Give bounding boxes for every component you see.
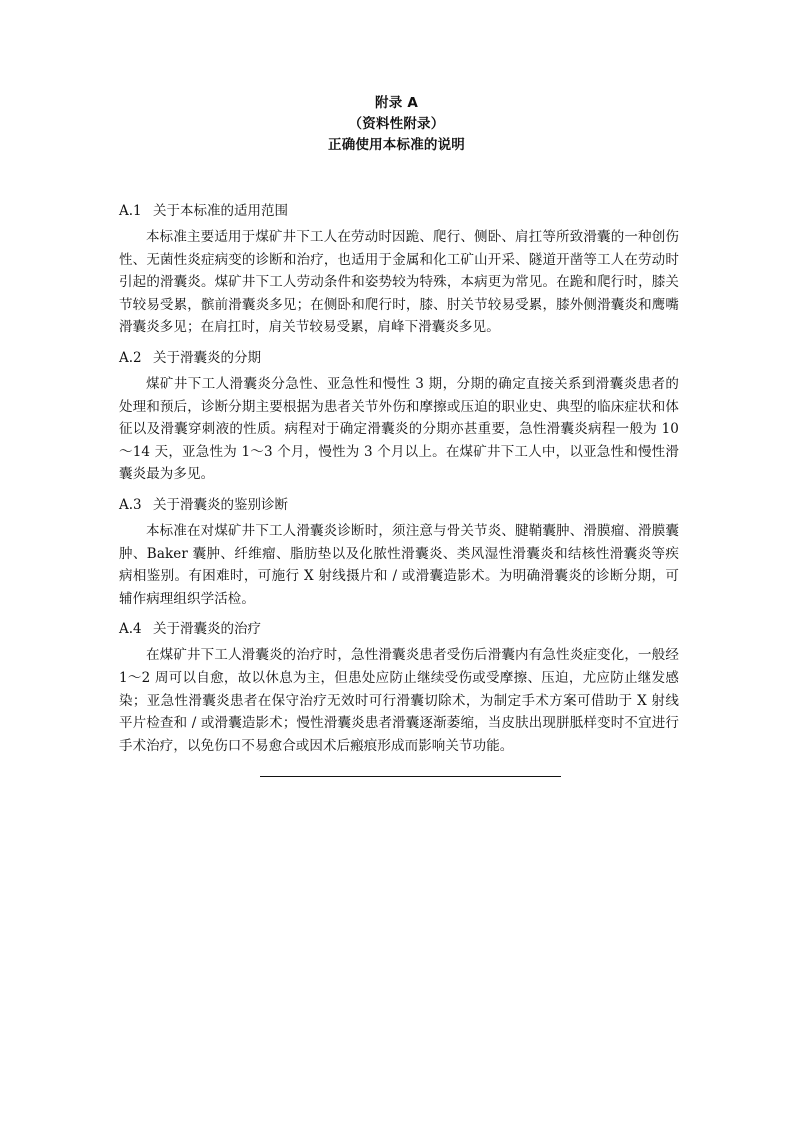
section-number: A.4 xyxy=(119,621,142,638)
section-title: 关于滑囊炎的分期 xyxy=(153,349,261,366)
section-heading xyxy=(119,618,679,640)
section-heading xyxy=(119,494,679,516)
end-rule xyxy=(260,776,561,777)
appendix-nature: （资料性附录） xyxy=(348,116,445,132)
section-a2 xyxy=(119,347,679,486)
appendix-title: 正确使用本标准的说明 xyxy=(328,137,465,153)
section-number: A.3 xyxy=(119,496,142,513)
section-paragraph: 在煤矿井下工人滑囊炎的治疗时，急性滑囊炎患者受伤后滑囊内有急性炎症变化，一般经 1～2 周可以自愈，故以休息为主，但患处应防止继续受伤或受摩擦、压迫，尤应防止继发感染；亚急性滑囊炎患者在保守治疗无效时可行滑囊切除术，为制定手术方案可借助于 X 射线平片检查和 / 或滑囊造影术；慢性滑囊炎患者滑囊逐渐萎缩，当皮肤出现胼胝样变时不宜进行手术治疗，以免伤口不易愈合或因术后瘢痕形成而影响关节功能。 xyxy=(119,647,679,754)
section-a1 xyxy=(119,200,679,339)
section-paragraph: 本标准在对煤矿井下工人滑囊炎诊断时，须注意与骨关节炎、腱鞘囊肿、滑膜瘤、滑膜囊肿、Baker 囊肿、纤维瘤、脂肪垫以及化脓性滑囊炎、类风湿性滑囊炎和结核性滑囊炎等疾病相鉴别。有困难时，可施行 X 射线摄片和 / 或滑囊造影术。为明确滑囊炎的诊断分期，可辅作病理组织学活检。 xyxy=(119,522,679,607)
section-a4 xyxy=(119,618,679,757)
section-title: 关于滑囊炎的治疗 xyxy=(153,621,261,638)
section-paragraph: 本标准主要适用于煤矿井下工人在劳动时因跪、爬行、侧卧、肩扛等所致滑囊的一种创伤性、无菌性炎症病变的诊断和治疗，也适用于金属和化工矿山开采、隧道开凿等工人在劳动时引起的滑囊炎。煤矿井下工人劳动条件和姿势较为特殊，本病更为常见。在跪和爬行时，膝关节较易受累，髌前滑囊炎多见；在侧卧和爬行时，膝、肘关节较易受累，膝外侧滑囊炎和鹰嘴滑囊炎多见；在肩扛时，肩关节较易受累，肩峰下滑囊炎多见。 xyxy=(119,229,679,336)
section-number: A.1 xyxy=(119,203,142,219)
appendix-header xyxy=(0,93,793,156)
section-a3 xyxy=(119,494,679,610)
section-title: 关于滑囊炎的鉴别诊断 xyxy=(153,496,288,513)
section-paragraph: 煤矿井下工人滑囊炎分急性、亚急性和慢性 3 期，分期的确定直接关系到滑囊炎患者的处理和预后，诊断分期主要根据为患者关节外伤和摩擦或压迫的职业史、典型的临床症状和体征以及滑囊穿刺液的性质。病程对于确定滑囊炎的分期亦甚重要，急性滑囊炎病程一般为 10～14 天，亚急性为 1～3 个月，慢性为 3 个月以上。在煤矿井下工人中，以亚急性和慢性滑囊炎最为多见。 xyxy=(119,375,679,483)
section-heading xyxy=(119,200,679,222)
section-heading xyxy=(119,347,679,369)
appendix-body xyxy=(119,200,679,765)
appendix-label: 附录 A xyxy=(375,95,418,111)
section-title: 关于本标准的适用范围 xyxy=(153,203,288,219)
section-number: A.2 xyxy=(119,349,142,366)
